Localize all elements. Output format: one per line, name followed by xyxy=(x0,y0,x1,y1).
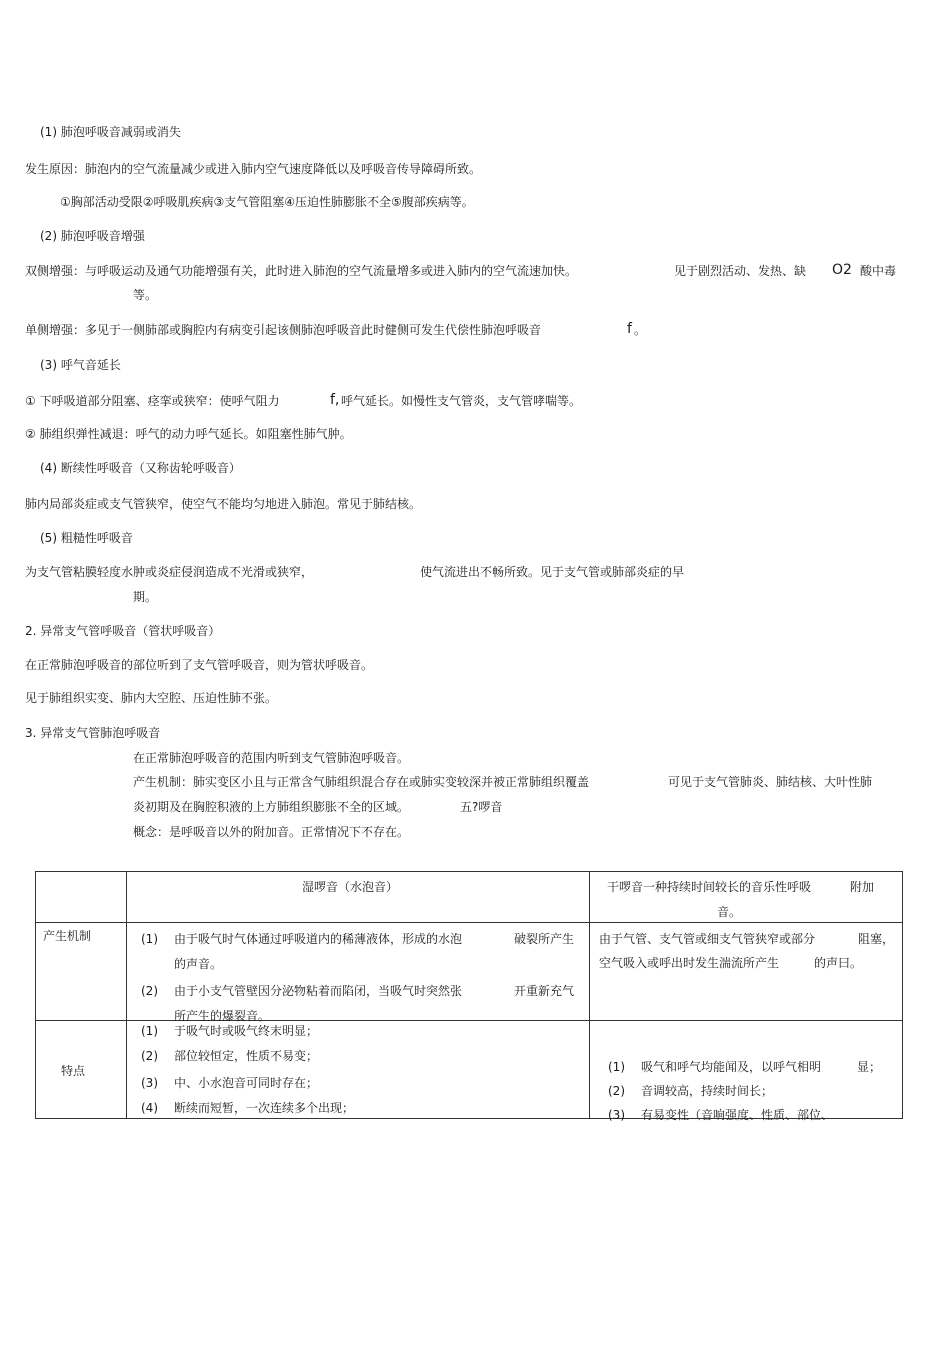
paragraph: 可见于支气管肺炎、肺结核、大叶性肺 xyxy=(668,775,873,789)
heading-3: (3) 呼气音延长 xyxy=(40,358,121,372)
paragraph: ①胸部活动受限②呼吸肌疾病③支气管阻塞④压迫性肺膨胀不全⑤腹部疾病等。 xyxy=(60,195,474,209)
heading-2: (2) 肺泡呼吸音增强 xyxy=(40,229,145,243)
row-label-mechanism: 产生机制 xyxy=(36,923,127,1021)
paragraph: ① 下呼吸道部分阻塞、痉挛或狭窄：使呼气阻力 xyxy=(25,394,280,408)
cell-dry-features: (1) 吸气和呼气均能闻及，以呼气相明 显； (2) 音调较高，持续时间长； (3) 有易变性（音响强度、性质、部位、 xyxy=(590,1021,903,1119)
paragraph: 见于肺组织实变、肺内大空腔、压迫性肺不张。 xyxy=(25,691,278,705)
paragraph: O2 xyxy=(832,262,852,278)
paragraph: 酸中毒 xyxy=(860,264,897,278)
paragraph: 使气流进出不畅所致。见于支气管或肺部炎症的早 xyxy=(420,565,685,579)
header-cell-wet-rales: 湿啰音（水泡音） xyxy=(127,872,590,923)
heading-1: (1) 肺泡呼吸音减弱或消失 xyxy=(40,125,181,139)
paragraph: 概念：是呼吸音以外的附加音。正常情况下不存在。 xyxy=(133,825,410,839)
table-row-mechanism xyxy=(36,923,903,1021)
row-label-features: 特点 xyxy=(36,1021,127,1119)
table-row-features xyxy=(36,1021,903,1119)
paragraph: 炎初期及在胸腔积液的上方肺组织膨胀不全的区域。 xyxy=(133,800,410,814)
paragraph: 产生机制：肺实变区小且与正常含气肺组织混合存在或肺实变较深并被正常肺组织覆盖 xyxy=(133,775,590,789)
cell-wet-features: (1) 于吸气时或吸气终末明显； (2) 部位较恒定，性质不易变； (3) 中、小水泡音可同时存在； (4) 断续而短暂，一次连续多个出现； xyxy=(127,1021,590,1119)
paragraph: 为支气管粘膜轻度水肿或炎症侵润造成不光滑或狭窄， xyxy=(25,565,314,579)
rales-table xyxy=(35,871,903,1122)
paragraph: 等。 xyxy=(133,288,158,302)
paragraph: 在正常肺泡呼吸音的部位听到了支气管呼吸音，则为管状呼吸音。 xyxy=(25,658,374,672)
paragraph: 在正常肺泡呼吸音的范围内听到支气管肺泡呼吸音。 xyxy=(133,751,410,765)
paragraph: f, xyxy=(330,392,340,408)
paragraph: 期。 xyxy=(133,590,158,604)
paragraph: 呼气延长。如慢性支气管炎，支气管哮喘等。 xyxy=(341,394,582,408)
paragraph: 发生原因：肺泡内的空气流量减少或进入肺内空气速度降低以及呼吸音传导障碍所致。 xyxy=(25,162,482,176)
cell-dry-mechanism: 由于气管、支气管或细支气管狭窄或部分 阻塞， 空气吸入或呼出时发生湍流所产生 的声曰。 xyxy=(590,923,903,1021)
section-heading-2: 2. 异常支气管呼吸音（管状呼吸音） xyxy=(25,624,221,638)
header-empty-cell xyxy=(36,872,127,923)
section-heading-3: 3. 异常支气管肺泡呼吸音 xyxy=(25,726,161,740)
paragraph: 。 xyxy=(634,323,647,337)
paragraph: 单侧增强：多见于一侧肺部或胸腔内有病变引起该侧肺泡呼吸音此时健侧可发生代偿性肺泡呼吸音 xyxy=(25,323,542,337)
heading-5: (5) 粗糙性呼吸音 xyxy=(40,531,133,545)
paragraph: 肺内局部炎症或支气管狭窄，使空气不能均匀地进入肺泡。常见于肺结核。 xyxy=(25,497,422,511)
table-header-row xyxy=(36,872,903,923)
heading-4: (4) 断续性呼吸音（又称齿轮呼吸音） xyxy=(40,461,241,475)
paragraph: ② 肺组织弹性减退：呼气的动力呼气延长。如阻塞性肺气肿。 xyxy=(25,427,352,441)
paragraph: 双侧增强：与呼吸运动及通气功能增强有关，此时进入肺泡的空气流量增多或进入肺内的空气流速加快。 xyxy=(25,264,578,278)
paragraph: 见于剧烈活动、发热、缺 xyxy=(674,264,807,278)
cell-wet-mechanism: (1) 由于吸气时气体通过呼吸道内的稀薄液体，形成的水泡 破裂所产生 的声音。 (2) 由于小支气管壁因分泌物粘着而陷闭，当吸气时突然张 开重新充气 所产生的爆裂音。 xyxy=(127,923,590,1021)
section-heading-5: 五?啰音 xyxy=(460,800,503,814)
paragraph: f xyxy=(627,321,632,337)
header-cell-dry-rales: 干啰音一种持续时间较长的音乐性呼吸 附加 音。 xyxy=(590,872,903,923)
